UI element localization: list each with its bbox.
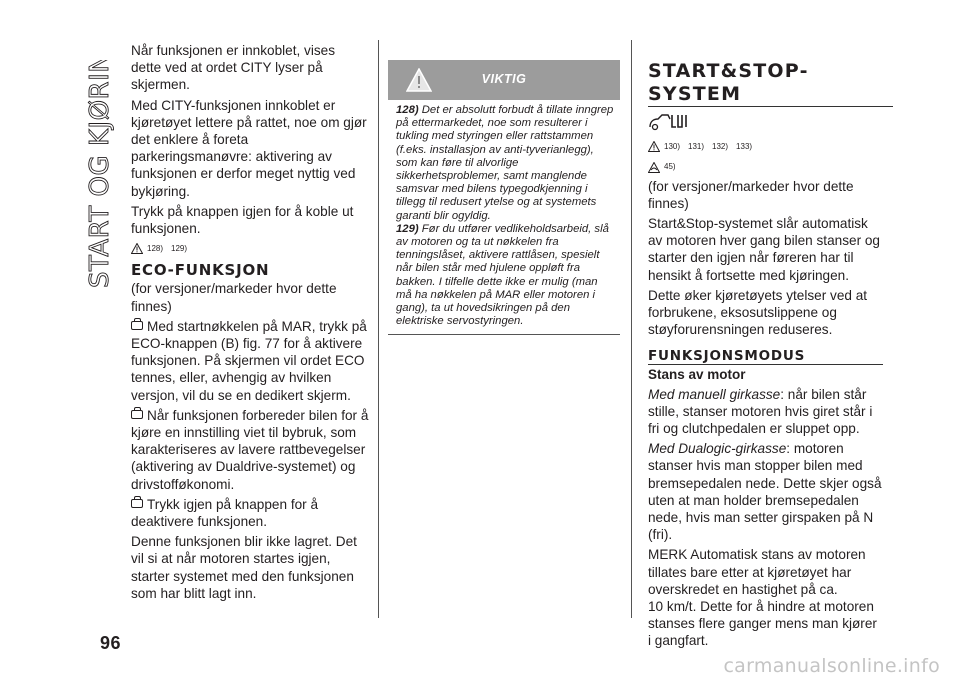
warning-body (388, 100, 620, 334)
warning-box (388, 60, 620, 335)
paragraph: Trykk på knappen igjen for å koble ut funksjonen. (131, 203, 354, 237)
warning-triangle-icon (406, 68, 432, 92)
reference-number: 132) (712, 142, 729, 152)
column-left (131, 42, 369, 605)
warning-text: Før du utfører vedlikeholdsarbeid, slå av motoren og ta ut nøkkelen fra tenningslåset, aktivere rattlåsen, spesielt når bilen står med hjulene oppløft fra bakken. I tilfelle dette ikke er mulig (man må ha nøkkelen på MAR eller motoren i gang), ta ut hovedsikringen på den elektriske servostyringen. (396, 222, 609, 328)
reference-number: 130) (664, 142, 681, 152)
paragraph: Med CITY-funksjonen innkoblet er kjøretøyet lettere på rattet, noe om gjør det enklere å foreta parkeringsmanøvre: aktivering av funksjonen er derfor meget nyttig ved bykjøring. (131, 97, 367, 199)
warning-triangle-icon (131, 243, 143, 254)
warning-number: 129) (396, 222, 419, 235)
paragraph: MERK Automatisk stans av motoren tillates bare etter at kjøretøyet har overskredet en hastighet på ca. (648, 547, 866, 597)
chapter-title (78, 60, 118, 290)
caution-references (648, 158, 883, 175)
subsubsection-heading: Stans av motor (648, 367, 746, 383)
warning-references (131, 240, 369, 257)
paragraph: Denne funksjonen blir ikke lagret. Det vil si at når motoren startes igjen, starter systemet med den funksjonen som har blitt lagt inn. (131, 534, 357, 601)
italic-label: Med Dualogic-girkasse (648, 441, 787, 457)
warning-item (396, 223, 614, 329)
car-bullet-icon (131, 321, 143, 330)
paragraph-text: : motoren stanser hvis man stopper bilen med bremsepedalen nede. Dette skjer også uten at man holder bremsepedalen nede, hvis man setter girspaken på N (fri). (648, 441, 882, 543)
versions-note: (for versjoner/markeder hvor dette finnes) (648, 178, 854, 211)
paragraph (648, 386, 883, 438)
warning-number: 128) (396, 104, 419, 116)
watermark: carmanualsonline.info (723, 655, 940, 677)
versions-note: (for versjoner/markeder hvor dette finnes) (131, 281, 337, 314)
column-divider (378, 40, 379, 618)
column-right (648, 42, 883, 653)
italic-label: Med manuell girkasse (648, 386, 781, 402)
warning-item (396, 104, 614, 223)
reference-number: 128) (147, 244, 164, 254)
paragraph: Start&Stop-systemet slår automatisk av motoren hver gang bilen stanser og starter den igjen når føreren har til hensikt å fortsette med kjøringen. (648, 216, 880, 283)
column-middle (388, 60, 620, 335)
paragraph-text: : når bilen står stille, stanser motoren hvis giret står i fri og clutchpedalen er sluppet opp. (648, 386, 873, 437)
reference-number: 129) (171, 244, 188, 254)
warning-header (388, 60, 620, 100)
warning-label: VIKTIG (481, 72, 527, 87)
chapter-title-text: START OG KJØRING (85, 60, 115, 288)
warning-references (648, 138, 883, 155)
warning-text: Det er absolutt forbudt å tillate inngrep på ettermarkedet, noe som resulterer i tukling med styringen eller rattstammen (f.eks. installasjon av anti-tyverianlegg), som kan føre til alvorlige sikkerhetsproblemer, samt manglende samsvar med bilens typegodkjenning i tillegg til redusert ytelse og at systemets garanti blir ogyldig. (396, 104, 614, 222)
reference-number: 45) (664, 162, 676, 172)
paragraph (648, 440, 883, 543)
paragraph: Når funksjonen er innkoblet, vises dette ved at ordet CITY lyser på skjermen. (131, 43, 336, 93)
reference-number: 133) (736, 142, 753, 152)
paragraph: Dette øker kjøretøyets ytelser ved at forbrukene, eksosutslippene og støyforurensningen reduseres. (648, 287, 868, 338)
paragraph: 10 km/t. Dette for å hindre at motoren stanses flere ganger mens man kjører i gangfart. (648, 599, 877, 649)
car-bullet-icon (131, 499, 143, 508)
bullet-text: Med startnøkkelen på MAR, trykk på ECO-knappen (B) fig. 77 for å aktivere funksjonen. På skjermen vil ordet ECO tennes, eller, avhengig av hvilken versjon, vil du se en dedikert skjerm. (131, 318, 367, 403)
eco-heading: ECO-FUNKSJON (131, 261, 270, 280)
bullet-item (131, 496, 369, 530)
eco-car-icon (648, 111, 692, 131)
page-number: 96 (100, 633, 122, 653)
bullet-item (131, 318, 369, 404)
caution-icon (648, 162, 660, 173)
section-heading: START&STOP-SYSTEM (648, 60, 893, 107)
bullet-text: Trykk igjen på knappen for å deaktivere funksjonen. (131, 496, 319, 530)
column-divider (631, 40, 632, 618)
subsection-heading: FUNKSJONSMODUS (648, 348, 883, 365)
warning-triangle-icon (648, 141, 660, 152)
reference-number: 131) (688, 142, 705, 152)
bullet-text: Når funksjonen forbereder bilen for å kjøre en innstilling viet til bybruk, som karakteriseres av lavere rattbevegelser (aktivering av Dualdrive-systemet) og drivstofføkonomi. (131, 407, 369, 492)
car-bullet-icon (131, 410, 143, 419)
bullet-item (131, 407, 369, 493)
